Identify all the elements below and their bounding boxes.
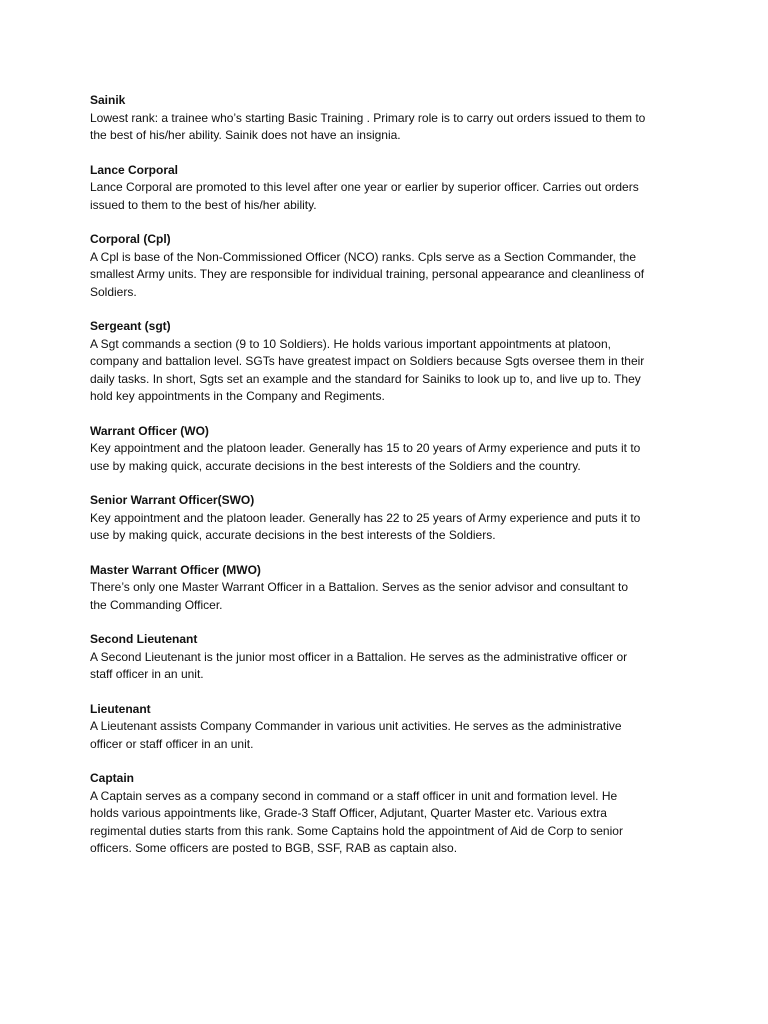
body-line: officers. Some officers are posted to BGB, SSF, RAB as captain also. [90, 841, 458, 855]
body-line: Key appointment and the platoon leader. Generally has 22 to 25 years of Army experience and puts it to [90, 510, 641, 525]
section-lance-corporal [90, 162, 690, 215]
section-body [90, 718, 690, 753]
section-body [90, 649, 690, 684]
section-heading: Warrant Officer (WO) [90, 423, 209, 438]
body-line: A Second Lieutenant is the junior most officer in a Battalion. He serves as the administrative officer or [90, 649, 628, 664]
section-sergeant [90, 318, 690, 406]
section-sainik [90, 92, 690, 145]
section-heading: Sainik [90, 93, 126, 107]
section-master-warrant-officer [90, 562, 690, 615]
body-line: hold key appointments in the Company and Regiments. [90, 389, 385, 403]
section-warrant-officer [90, 423, 690, 476]
body-line: A Cpl is base of the Non-Commissioned Officer (NCO) ranks. Cpls serve as a Section Commander, the [90, 249, 636, 264]
body-line: the Commanding Officer. [90, 597, 223, 612]
body-line: holds various appointments like, Grade-3 Staff Officer, Adjutant, Quarter Master etc. Various extra [90, 806, 607, 820]
section-heading: Master Warrant Officer (MWO) [90, 562, 261, 577]
section-heading: Second Lieutenant [90, 632, 198, 646]
section-second-lieutenant [90, 631, 690, 684]
body-line: regimental duties starts from this rank. Some Captains hold the appointment of Aid de Corp to senior [90, 823, 623, 838]
body-line: A Captain serves as a company second in command or a staff officer in unit and formation level. He [90, 788, 618, 803]
body-line: use by making quick, accurate decisions in the best interests of the Soldiers. [90, 528, 496, 542]
body-line: Lowest rank: a trainee who’s starting Basic Training . Primary role is to carry out orders issued to them to [90, 110, 646, 125]
section-body [90, 440, 690, 475]
section-body [90, 179, 690, 214]
body-line: the best of his/her ability. Sainik does not have an insignia. [90, 128, 401, 142]
body-line: Soldiers. [90, 284, 137, 299]
body-line: There’s only one Master Warrant Officer in a Battalion. Serves as the senior advisor and consultant to [90, 580, 629, 594]
section-body [90, 249, 690, 302]
section-body [90, 579, 690, 614]
section-body [90, 510, 690, 545]
body-line: Lance Corporal are promoted to this level after one year or earlier by superior officer. Carries out orders [90, 180, 639, 194]
body-line: smallest Army units. They are responsible for individual training, personal appearance and cleanliness of [90, 267, 645, 281]
section-body [90, 110, 690, 145]
section-body [90, 336, 690, 406]
document-page [90, 92, 690, 875]
body-line: company and battalion level. SGTs have greatest impact on Soldiers because Sgts oversee them in their [90, 354, 645, 368]
body-line: use by making quick, accurate decisions in the best interests of the Soldiers and the country. [90, 458, 581, 473]
section-heading: Lance Corporal [90, 162, 179, 177]
body-line: issued to them to the best of his/her ability. [90, 197, 317, 212]
body-line: Key appointment and the platoon leader. Generally has 15 to 20 years of Army experience and puts it to [90, 441, 641, 455]
section-body [90, 788, 690, 858]
section-corporal [90, 231, 690, 301]
body-line: staff officer in an unit. [90, 667, 204, 681]
section-heading: Captain [90, 771, 135, 785]
section-heading: Lieutenant [90, 701, 151, 716]
section-lieutenant [90, 701, 690, 754]
section-heading: Senior Warrant Officer(SWO) [90, 493, 255, 507]
section-heading: Sergeant (sgt) [90, 319, 171, 333]
body-line: officer or staff officer in an unit. [90, 736, 254, 751]
body-line: daily tasks. In short, Sgts set an example and the standard for Sainiks to look up to, and live up to. They [90, 371, 641, 386]
section-senior-warrant-officer [90, 492, 690, 545]
section-captain [90, 770, 690, 858]
body-line: A Lieutenant assists Company Commander in various unit activities. He serves as the administrative [90, 719, 622, 733]
body-line: A Sgt commands a section (9 to 10 Soldiers). He holds various important appointments at platoon, [90, 336, 611, 351]
section-heading: Corporal (Cpl) [90, 232, 171, 246]
